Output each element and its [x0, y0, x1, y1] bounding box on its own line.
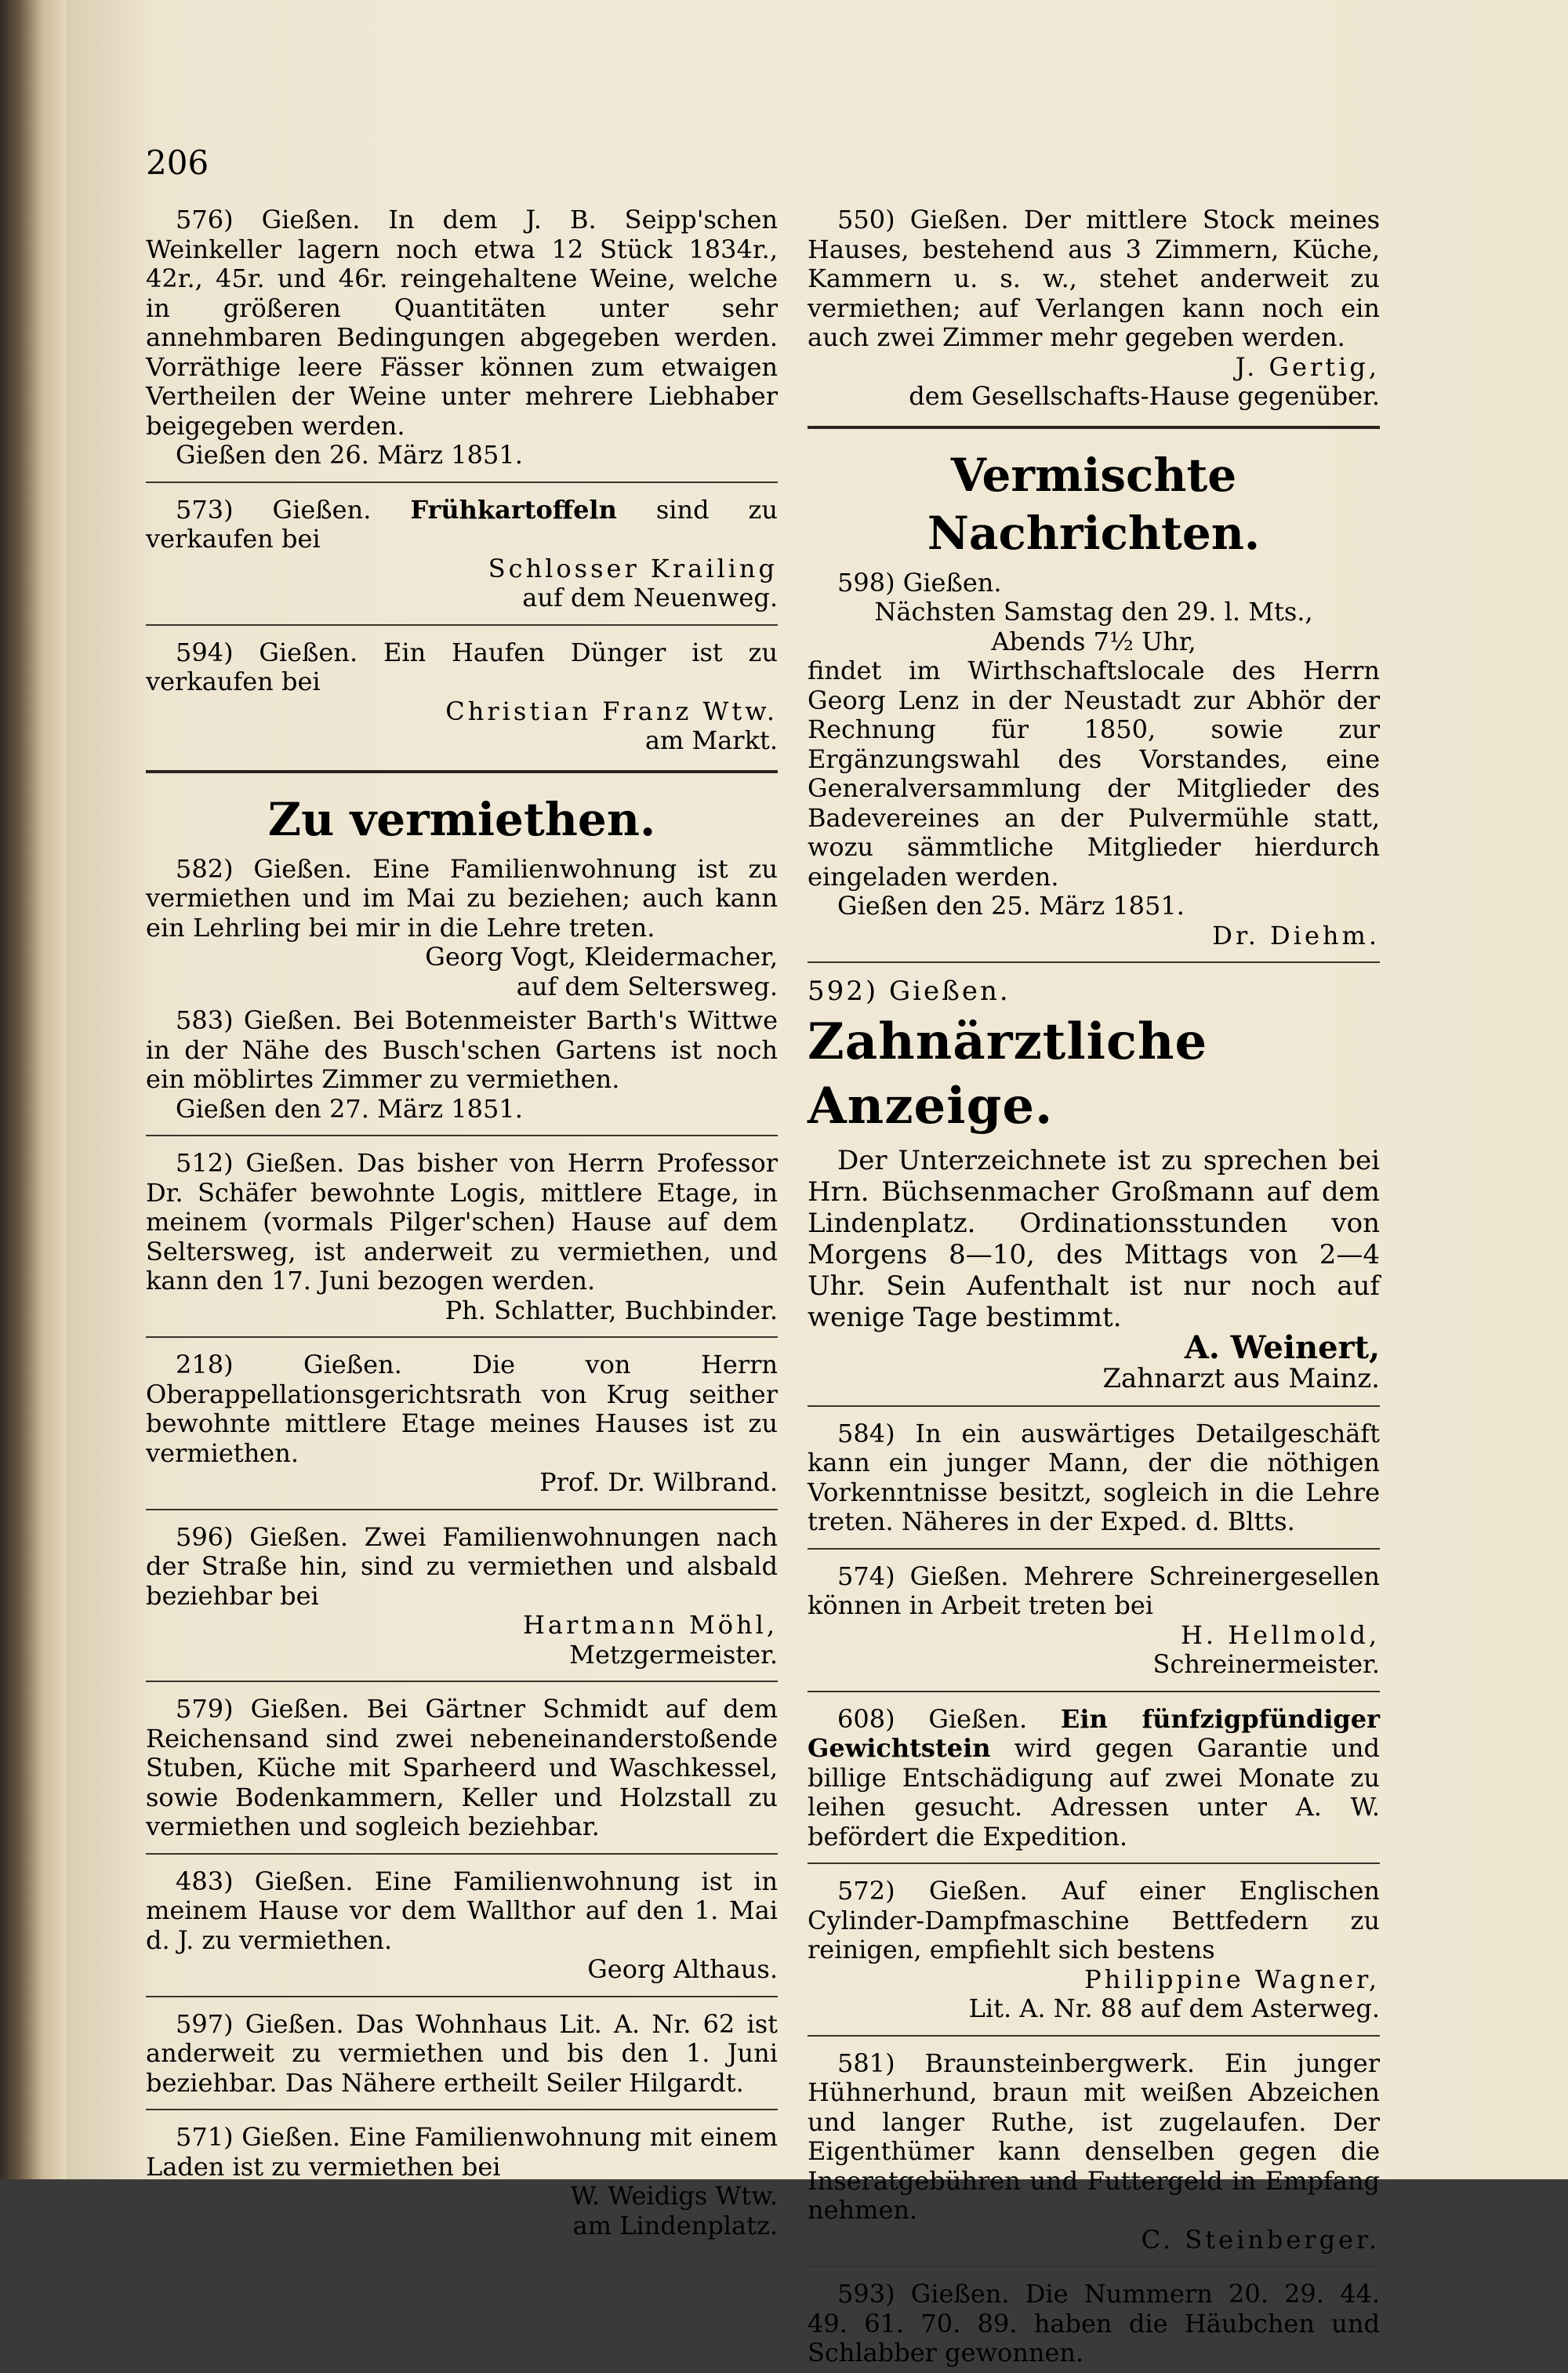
- divider: [146, 1853, 778, 1855]
- notice-number: 608) Gießen.: [837, 1703, 1028, 1734]
- signature: Hartmann Möhl,: [523, 1610, 778, 1640]
- notice-573: [146, 496, 778, 613]
- notice-583: [146, 1006, 778, 1124]
- divider: [808, 2266, 1380, 2267]
- notice-text: 597) Gießen. Das Wohnhaus Lit. A. Nr. 62 ist anderweit zu vermiethen und bis den 1. Juni beziehbar. Das Nähere ertheilt Seiler Hilgardt.: [146, 2008, 778, 2098]
- right-column: [808, 205, 1380, 2373]
- divider: [146, 1996, 778, 1997]
- signature-title: Zahnarzt aus Mainz.: [1102, 1362, 1380, 1394]
- divider: [808, 1548, 1380, 1550]
- notice-date: Gießen den 27. März 1851.: [176, 1093, 523, 1124]
- notice-headline: Frühkartoffeln: [410, 494, 617, 525]
- notice-218: [146, 1350, 778, 1498]
- notice-596: [146, 1523, 778, 1670]
- notice-headline: Ein fünfzigpfündiger Gewichtstein: [808, 1703, 1381, 1763]
- notice-574: [808, 1562, 1380, 1680]
- notice-581: [808, 2049, 1380, 2255]
- signature-address: Lit. A. Nr. 88 auf dem Asterweg.: [968, 1993, 1380, 2023]
- signature: Georg Vogt, Kleidermacher,: [425, 942, 778, 972]
- divider: [808, 1862, 1380, 1864]
- notice-text: 584) In ein auswärtiges Detailgeschäft kann ein junger Mann, der die nöthigen Vorkenntnisse besitzt, sogleich in die Lehre treten. Näheres in der Exped. d. Bltts.: [808, 1418, 1380, 1536]
- notice-text: 512) Gießen. Das bisher von Herrn Professor Dr. Schäfer bewohnte Logis, mittlere Etage, in meinem (vormals Pilger'schen) Hause auf dem Seltersweg, ist anderweit zu vermiethen, und kann den 17. Juni bezogen werden.: [146, 1148, 778, 1296]
- notice-text: 483) Gießen. Eine Familienwohnung ist in meinem Hause vor dem Wallthor auf den 1. Mai d. J. zu vermiethen.: [146, 1866, 778, 1955]
- signature: C. Steinberger.: [1141, 2224, 1380, 2255]
- notice-576: [146, 205, 778, 471]
- signature: Dr. Diehm.: [1212, 920, 1380, 950]
- signature: Prof. Dr. Wilbrand.: [539, 1467, 778, 1497]
- event-date: Nächsten Samstag den 29. l. Mts.,: [874, 597, 1313, 627]
- signature-address: am Lindenplatz.: [572, 2210, 778, 2240]
- divider: [146, 1336, 778, 1338]
- divider: [146, 1509, 778, 1510]
- notice-598: [808, 569, 1380, 951]
- notice-text: wird gegen Garantie und billige Entschädigung auf zwei Monate zu leihen gesucht. Adressen unter A. W. befördert die Expedition.: [808, 1733, 1381, 1852]
- notice-512: [146, 1149, 778, 1325]
- divider: [808, 2035, 1380, 2037]
- notice-head: 592) Gießen.: [808, 976, 1011, 1007]
- notice-text: Ein Haufen Dünger ist zu verkaufen bei: [146, 637, 779, 696]
- notice-608: [808, 1705, 1380, 1852]
- notice-483: [146, 1867, 778, 1985]
- notice-head: 598) Gießen.: [837, 567, 1002, 598]
- notice-text: 218) Gießen. Die von Herrn Oberappellationsgerichtsrath von Krug seither bewohnte mittlere Etage meines Hauses ist zu vermiethen.: [146, 1350, 778, 1468]
- signature: Christian Franz Wtw.: [445, 696, 778, 726]
- event-time: Abends 7½ Uhr,: [991, 626, 1196, 656]
- notice-text: 583) Gießen. Bei Botenmeister Barth's Wittwe in der Nähe des Busch'schen Gartens ist noch ein möblirtes Zimmer zu vermiethen.: [146, 1005, 778, 1094]
- notice-text: 572) Gießen. Auf einer Englischen Cylinder-Dampfmaschine Bettfedern zu reinigen, empfiehlt sich bestens: [808, 1876, 1380, 1964]
- signature-address: auf dem Neuenweg.: [522, 583, 778, 612]
- notice-text: 593) Gießen. Die Nummern 20. 29. 44. 49. 61. 70. 89. haben die Häubchen und Schlabber gewonnen.: [808, 2279, 1380, 2368]
- notice-571: [146, 2123, 778, 2240]
- divider: [146, 482, 778, 483]
- signature-address: am Markt.: [644, 725, 778, 755]
- signature: Schlosser Krailing: [488, 553, 778, 583]
- notice-title: Zahnärztliche Anzeige.: [808, 1012, 1208, 1136]
- section-divider: [808, 426, 1380, 429]
- notice-text: 574) Gießen. Mehrere Schreinergesellen können in Arbeit treten bei: [808, 1561, 1380, 1620]
- divider: [146, 1681, 778, 1682]
- notice-582: [146, 855, 778, 1002]
- notice-579: [146, 1695, 778, 1842]
- notice-text: 579) Gießen. Bei Gärtner Schmidt auf dem Reichensand sind zwei nebeneinanderstoßende Stuben, Küche mit Sparheerd und Waschkessel, sowie Bodenkammern, Keller und Holzstall zu vermiethen und sogleich beziehbar.: [146, 1694, 778, 1841]
- section-divider: [146, 770, 778, 773]
- notice-594: [146, 638, 778, 756]
- section-heading: Vermischte Nachrichten.: [927, 448, 1261, 560]
- divider: [146, 2109, 778, 2110]
- notice-text: sind zu verkaufen bei: [146, 494, 779, 554]
- divider: [146, 1135, 778, 1136]
- divider: [808, 961, 1380, 963]
- signature-address: dem Gesellschafts-Hause gegenüber.: [909, 381, 1380, 411]
- signature: J. Gertig,: [1235, 351, 1380, 382]
- notice-date: Gießen den 26. März 1851.: [176, 440, 523, 470]
- notice-text: 582) Gießen. Eine Familienwohnung ist zu vermiethen und im Mai zu beziehen; auch kann ein Lehrling bei mir in die Lehre treten.: [146, 853, 778, 943]
- notice-584: [808, 1419, 1380, 1537]
- signature: Georg Althaus.: [587, 1954, 778, 1984]
- signature: H. Hellmold,: [1180, 1619, 1380, 1650]
- notice-550: [808, 205, 1380, 412]
- signature: W. Weidigs Wtw.: [570, 2181, 778, 2211]
- notice-number: 594) Gießen.: [176, 637, 358, 667]
- book-spine: [0, 0, 66, 2179]
- notice-572: [808, 1877, 1380, 2024]
- page-number: 206: [146, 144, 209, 182]
- notice-text: 571) Gießen. Eine Familienwohnung mit einem Laden ist zu vermiethen bei: [146, 2122, 778, 2182]
- divider: [808, 1691, 1380, 1692]
- divider: [808, 1405, 1380, 1407]
- notice-text: Der Unterzeichnete ist zu sprechen bei Hrn. Büchsenmacher Großmann auf dem Lindenplatz. Ordinationsstunden von Morgens 8—10, des Mittags von 2—4 Uhr. Sein Aufenthalt ist nur noch auf wenige Tage bestimmt.: [808, 1145, 1380, 1333]
- signature-title: Schreinermeister.: [1152, 1649, 1380, 1679]
- notice-592: [808, 976, 1380, 1394]
- signature: Philippine Wagner,: [1084, 1964, 1380, 1994]
- signature-title: Metzgermeister.: [569, 1639, 778, 1670]
- signature-address: auf dem Seltersweg.: [516, 971, 778, 1001]
- notice-text: 596) Gießen. Zwei Familienwohnungen nach der Straße hin, sind zu vermiethen und alsbald beziehbar bei: [146, 1521, 778, 1611]
- notice-text: 550) Gießen. Der mittlere Stock meines Hauses, bestehend aus 3 Zimmern, Küche, Kammern u. s. w., stehet anderweit zu vermiethen; auf Verlangen kann noch ein auch zwei Zimmer mehr gegeben werden.: [808, 205, 1380, 352]
- notice-text: 576) Gießen. In dem J. B. Seipp'schen Weinkeller lagern noch etwa 12 Stück 1834r., 42r., 45r. und 46r. reingehaltene Weine, welche in größeren Quantitäten unter sehr annehmbaren Bedingungen abgegeben werden. Vorräthige leere Fässer können zum etwaigen Vertheilen der Weine unter mehrere Liebhaber beigegeben werden.: [146, 205, 778, 441]
- section-heading: Zu vermiethen.: [267, 792, 656, 846]
- notice-date: Gießen den 25. März 1851.: [837, 891, 1185, 921]
- notice-593: [808, 2280, 1380, 2368]
- signature: Ph. Schlatter, Buchbinder.: [445, 1295, 778, 1325]
- notice-number: 573) Gießen.: [176, 494, 372, 525]
- divider: [146, 624, 778, 626]
- notice-text: 581) Braunsteinbergwerk. Ein junger Hühnerhund, braun mit weißen Abzeichen und langer Ruthe, ist zugelaufen. Der Eigenthümer kann denselben gegen die Inseratgebühren und Futtergeld in Empfang nehmen.: [808, 2048, 1380, 2225]
- signature: A. Weinert,: [1184, 1329, 1380, 1366]
- notice-597: [146, 2010, 778, 2099]
- notice-text: findet im Wirthschaftslocale des Herrn Georg Lenz in der Neustadt zur Abhör der Rechnung für 1850, sowie zur Ergänzungswahl des Vorstandes, eine Generalversammlung der Mitglieder des Badevereines an der Pulvermühle statt, wozu sämmtliche Mitglieder hierdurch eingeladen werden.: [808, 656, 1380, 892]
- left-column: [146, 205, 778, 2245]
